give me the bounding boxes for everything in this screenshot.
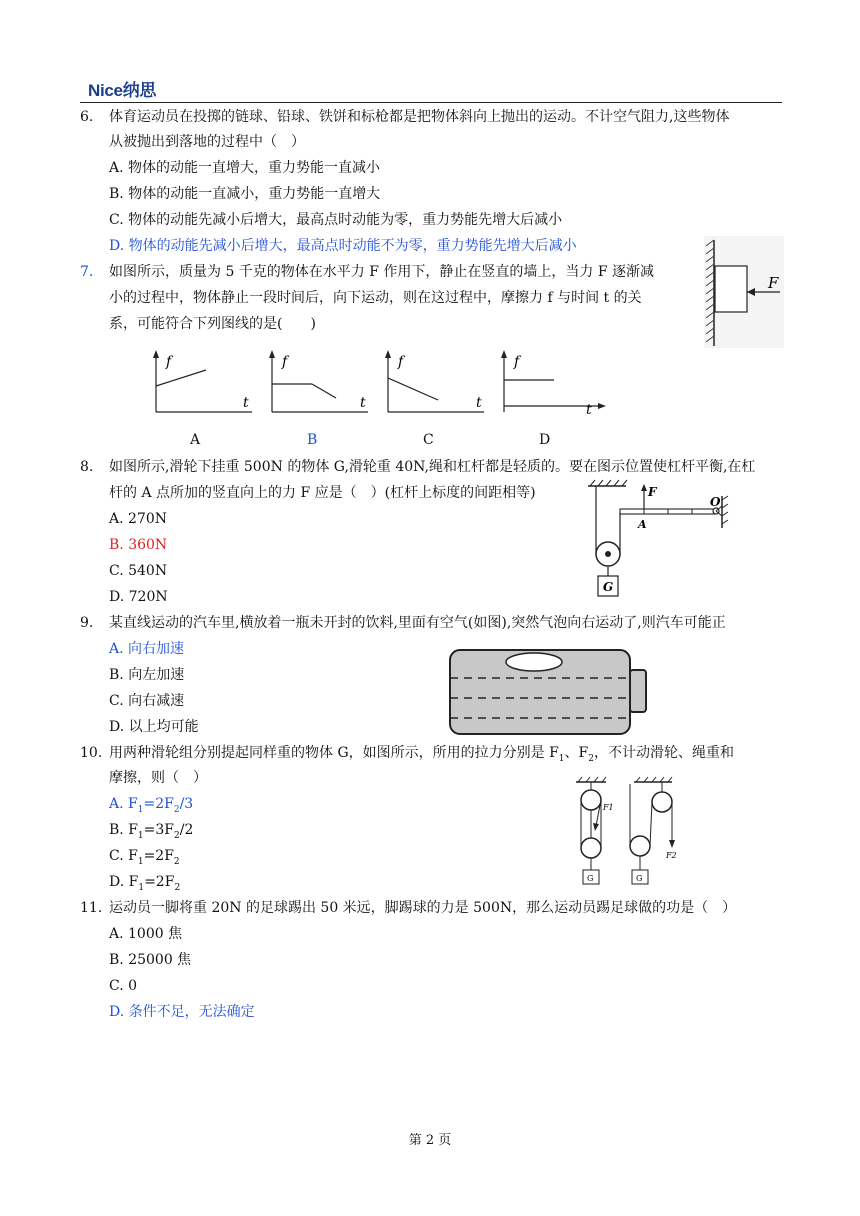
opt-text: =3F [143,822,174,838]
nice-logo: Nice纳思 [88,81,157,100]
bottle-figure [444,644,652,740]
option-c: C. 540N [109,563,168,579]
option-d-answer: D. 条件不足，无法确定 [109,1004,255,1020]
subscript: 1 [558,753,565,764]
graph-f-label: f [398,354,404,370]
opt-text: B. F [109,822,138,838]
question-stem: 从被抛出到落地的过程中（ ） [109,134,305,150]
f2-label: F2 [666,851,677,860]
graph-t-label: t [360,395,366,411]
subscript: 1 [137,804,144,815]
option-b-answer: B. 360N [109,537,168,553]
question-stem: 摩擦，则（ ） [109,770,207,786]
opt-text: /2 [179,822,194,838]
option-a-answer [109,794,193,820]
f1-label: F1 [603,803,614,812]
lever-pulley-figure [582,478,738,602]
stem-text: 用两种滑轮组分别提起同样重的物体 G，如图所示，所用的拉力分别是 F [109,745,559,761]
graph-t-label: t [586,402,592,418]
graph-label-a: A [190,432,201,448]
option-a: A. 物体的动能一直增大，重力势能一直减小 [109,160,381,176]
graph-label-c: C [423,432,434,448]
question-stem: 某直线运动的汽车里,横放着一瓶未开封的饮料,里面有空气(如图),突然气泡向右运动了,则汽车可能正 [109,615,726,631]
graph-t-label: t [243,395,249,411]
option-b: B. 物体的动能一直减小，重力势能一直增大 [109,186,381,202]
graph-f-label: f [282,354,288,370]
opt-text: C. F [109,848,138,864]
option-c: C. 物体的动能先减小后增大，最高点时动能为零，重力势能先增大后减小 [109,212,563,228]
graph-d [496,348,612,418]
option-a: A. 270N [109,511,167,527]
question-stem: 如图所示，质量为 5 千克的物体在水平力 F 作用下，静止在竖直的墙上，当力 F 逐渐减 [109,264,655,280]
question-number: 10. [80,745,103,761]
question-stem: 杆的 A 点所加的竖直向上的力 F 应是（ ）(杠杆上标度的间距相等) [109,485,536,501]
subscript: 1 [138,882,145,893]
question-stem: 运动员一脚将重 20N 的足球踢出 50 米远，脚踢球的力是 500N，那么运动员踢足球做的功是（ ） [109,900,737,916]
wall-block-figure [704,236,784,348]
graph-a [148,348,258,418]
subscript: 2 [173,804,180,815]
subscript: 2 [174,830,180,841]
page-number: 第 2 页 [408,1133,452,1148]
graph-f-label: f [166,354,172,370]
question-stem [109,743,734,769]
option-b: B. 25000 焦 [109,952,192,968]
question-stem: 如图所示,滑轮下挂重 500N 的物体 G,滑轮重 40N,绳和杠杆都是轻质的。要在图示位置使杠杆平衡,在杠 [109,459,756,475]
stem-text: 、F [564,745,589,761]
point-a-label: A [638,518,647,531]
stem-text: ，不计动滑轮、绳重和 [593,745,734,761]
option-a-answer: A. 向右加速 [109,641,185,657]
graph-label-d: D [539,432,551,448]
force-f-label: F [648,485,657,499]
pulley-systems-figure [568,776,688,888]
option-c [109,846,180,872]
option-d [109,872,180,898]
option-c: C. 向右减速 [109,693,185,709]
question-number: 6. [80,109,94,125]
question-number: 9. [80,615,94,631]
option-b [109,820,193,846]
option-b: B. 向左加速 [109,667,185,683]
option-d: D. 720N [109,589,168,605]
option-d-answer: D. 物体的动能先减小后增大，最高点时动能不为零，重力势能先增大后减小 [109,238,577,254]
option-c: C. 0 [109,978,138,994]
graph-c [380,348,490,418]
weight-g-label: G [587,874,594,883]
subscript: 2 [174,882,181,893]
opt-text: =2F [143,848,174,864]
header-rule [80,102,782,103]
subscript: 2 [173,856,180,867]
opt-text: =2F [143,796,174,812]
question-number: 7. [80,264,94,280]
subscript: 2 [588,753,594,764]
opt-text: =2F [144,874,175,890]
graph-label-b-answer: B [307,432,318,448]
opt-text: D. F [109,874,139,890]
force-label: F [768,274,779,292]
question-number: 11. [80,900,103,916]
question-stem: 体育运动员在投掷的链球、铅球、铁饼和标枪都是把物体斜向上抛出的运动。不计空气阻力,这些物体 [109,109,730,125]
question-stem: 小的过程中，物体静止一段时间后，向下运动，则在这过程中，摩擦力 f 与时间 t 的关 [109,290,642,306]
opt-text: /3 [179,796,194,812]
weight-g-label: G [603,580,614,594]
graph-f-label: f [514,354,520,370]
graph-b [264,348,374,418]
subscript: 1 [137,830,144,841]
opt-text: A. F [109,796,138,812]
graph-t-label: t [476,395,482,411]
pivot-o-label: O [710,495,721,509]
option-d: D. 以上均可能 [109,719,199,735]
option-a: A. 1000 焦 [109,926,183,942]
question-number: 8. [80,459,94,475]
subscript: 1 [137,856,144,867]
question-stem: 系，可能符合下列图线的是( ) [109,316,316,332]
weight-g-label: G [636,874,643,883]
